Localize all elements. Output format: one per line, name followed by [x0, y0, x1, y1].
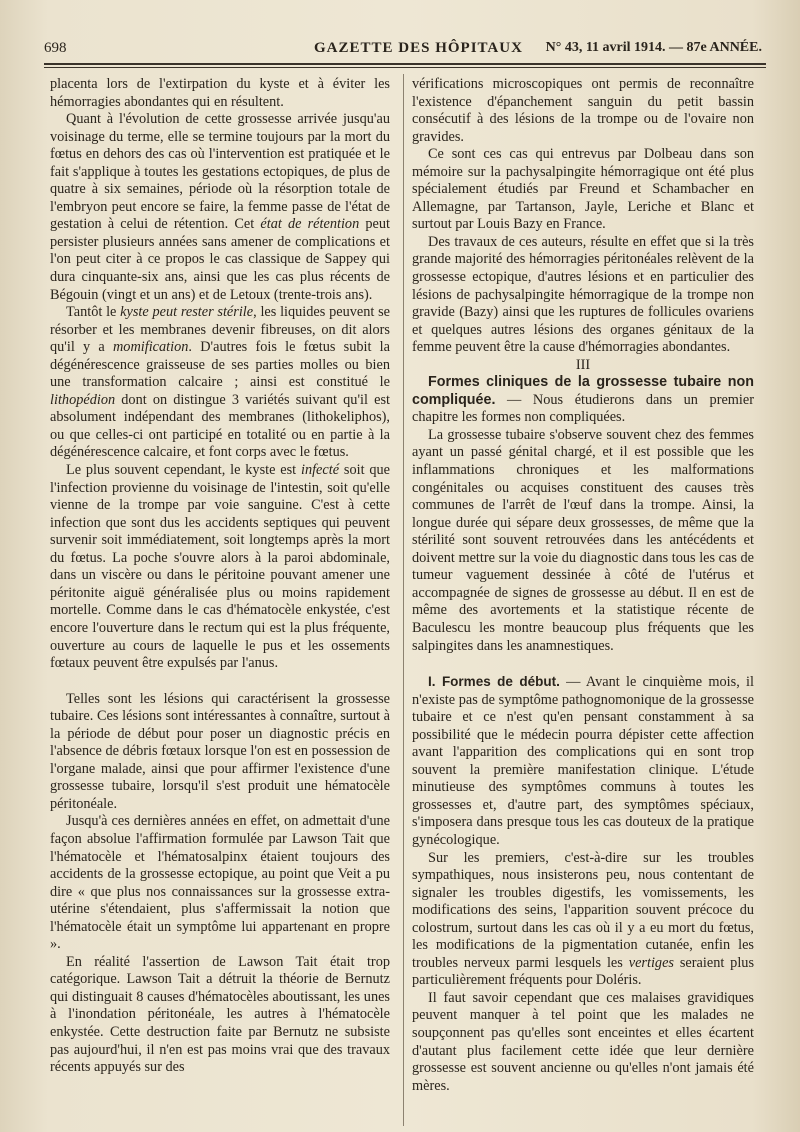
paragraph: placenta lors de l'extirpation du kyste et à éviter les hémorragies abondantes qui en résultent.	[50, 76, 390, 110]
paragraph: Il faut savoir cependant que ces malaises gravidiques peuvent manquer à tel point que les malades ne soupçonnent pas qu'elles sont enceintes et elles écartent d'autant plus facilement cette idée que leur dernière grossesse est souvent ancienne ou qu'elles n'ont jamais été mères.	[412, 989, 754, 1094]
column-divider	[403, 74, 404, 1126]
paragraph: Des travaux de ces auteurs, résulte en effet que si la très grande majorité des hémorragies péritonéales relèvent de la grossesse ectopique, d'autres lésions et en particulier des lésions de pachysalpingite hémorragique de la trompe non gravide (Bazy) ainsi que les ruptures de follicules ovariens et quelques autres lésions des organes génitaux de la femme peuvent être la cause d'hémorragies abondantes.	[412, 233, 754, 356]
paragraph: Telles sont les lésions qui caractérisent la grossesse tubaire. Ces lésions sont intéressantes à connaître, surtout à la période de début pour poser un diagnostic précis en l'absence de débris fœtaux lorsque l'on est en possession de l'organe malade, ainsi que pour affirmer l'existence d'une grossesse tubaire, lorsqu'il s'est produit une hématocèle péritonéale.	[50, 690, 390, 812]
header-rule	[44, 63, 766, 65]
header-rule-thin	[44, 67, 766, 68]
page-header	[44, 38, 770, 62]
issue-info: N° 43, 11 avril 1914. — 87e ANNÉE.	[545, 40, 762, 55]
left-column	[50, 76, 390, 1077]
right-column	[412, 76, 754, 1095]
paragraph: La grossesse tubaire s'observe souvent chez des femmes ayant un passé génital chargé, et il est possible que les inflammations chroniques et les malformations congénitales ou acquises constituent des causes très communes de l'arrêt de l'œuf dans la trompe. Ainsi, la longue durée qui sépare deux grossesses, de même que la stérilité sont souvent retrouvées dans les antécédents et doivent mettre sur la voie du diagnostic dans tous les cas de tumeur vaguement dessinée à côté de l'utérus et accompagnée de signes de grossesse au début. Il en est de même des avortements et la statistique récente de Baculescu les montre beaucoup plus fréquents que les salpingites dans les anamnestiques.	[412, 426, 754, 654]
paragraph: En réalité l'assertion de Lawson Tait était trop catégorique. Lawson Tait a détruit la théorie de Bernutz qui distinguait 8 causes d'hématocèles aboutissant, les unes à l'inondation péritonéale, les autres à l'hématocèle enkystée. Cette destruction faite par Bernutz ne subsiste pas aujourd'hui, il n'en est pas moins vrai que des travaux récents appuyés sur des	[50, 953, 390, 1076]
paragraph: Jusqu'à ces dernières années en effet, on admettait d'une façon absolue l'affirmation formulée par Lawson Tait que l'hématocèle et l'hématosalpinx étaient toujours des accidents de la grossesse ectopique, au point que Veit a pu dire « que plus nos connaissances sur la grossesse extra-utérine s'étendaient, plus s'affermissait la notion que l'hématocèle était un symptôme lui appartenant en propre ».	[50, 813, 390, 953]
page-number: 698	[44, 40, 67, 56]
paragraph: Tantôt le kyste peut rester stérile, les liquides peuvent se résorber et les membranes devenir fibreuses, on dit alors qu'il y a momification. D'autres fois le fœtus subit la dégénérescence graisseuse de ses parties molles ou bien une transformation calcaire ; ainsi est constitué le lithopédion dont on distingue 3 variétés suivant qu'il est absolument indépendant des membranes (lithokeliphos), ou que celles-ci ont participé en totalité ou en partie à la dégénérescence calcaire, et font corps avec le fœtus.	[50, 304, 390, 461]
paragraph: Ce sont ces cas qui entrevus par Dolbeau dans son mémoire sur la pachysalpingite hémorragique ont été plus spécialement étudiés par Freund et Schambacher en Allemagne, par Tartanson, Jayle, Leriche et Blanc et surtout par Louis Bazy en France.	[412, 146, 754, 233]
section-heading: Formes cliniques de la grossesse tubaire non compliquée. — Nous étudierons dans un premier chapitre les formes non compliquées.	[412, 374, 755, 426]
paragraph: Quant à l'évolution de cette grossesse arrivée jusqu'au voisinage du terme, elle se termine toujours par la mort du fœtus en dehors des cas où l'intervention est pratiquée et le fait s'applique à toutes les gestations ectopiques, de plus de quatre à six semaines, période où la résorption totale de l'embryon peut encore se faire, la femme passe de l'état de gestation à celui de rétention. Cet état de rétention peut persister plusieurs années sans amener de complications et l'on peut citer à ce propos le cas classique de Sappey qui dura cinquante-six ans, ainsi que les cas plus récents de Bégouin (vingt et un ans) et de Letoux (trente-trois ans).	[50, 111, 390, 303]
section-number: III	[575, 356, 591, 373]
paragraph: vérifications microscopiques ont permis de reconnaître l'existence d'épanchement sanguin du petit bassin consécutif à des lésions de la trompe ou de l'ovaire non gravides.	[412, 76, 754, 145]
paragraph: Sur les premiers, c'est-à-dire sur les troubles sympathiques, nous insisterons peu, nous contentant de signaler les troubles digestifs, les vomissements, les modifications des seins, l'apparition souvent précoce du colostrum, surtout dans les cas où il y a eu mort du fœtus, les modifications de la pigmentation cutanée, enfin les troubles nerveux parmi lesquels les vertiges seraient plus particulièrement fréquents pour Doléris.	[412, 849, 755, 989]
journal-title: GAZETTE DES HÔPITAUX	[314, 40, 523, 56]
paragraph: Le plus souvent cependant, le kyste est infecté soit que l'infection provienne du voisinage de l'intestin, soit qu'elle vienne de la trompe par voie sanguine. C'est à cette infection que sont dus les accidents septiques qui peuvent survenir soit immédiatement, soit longtemps après la mort du fœtus. La poche s'ouvre alors à la paroi abdominale, dans un viscère ou dans le péritoine pouvant amener une péritonite aiguë généralisée plus ou moins rapidement mortelle. Comme dans le cas d'hématocèle enkystée, c'est encore l'ouverture dans le rectum qui est la plus fréquente, ouverture au cours de laquelle le pus et les ossements fœtaux peuvent être expulsés par l'anus.	[50, 462, 391, 672]
subsection-paragraph: I. Formes de début. — Avant le cinquième mois, il n'existe pas de symptôme pathognomonique de la grossesse tubaire et ce n'est qu'en pensant constamment à sa possibilité que le médecin pourra dépister cette affection avant l'apparition des complications qui en sont trop souvent la première manifestation clinique. L'étude minutieuse des symptômes communs à toutes les grossesses et, d'autre part, des symptômes spéciaux, s'imposera dans presque tous les cas douteux de la pratique gynécologique.	[412, 674, 754, 848]
